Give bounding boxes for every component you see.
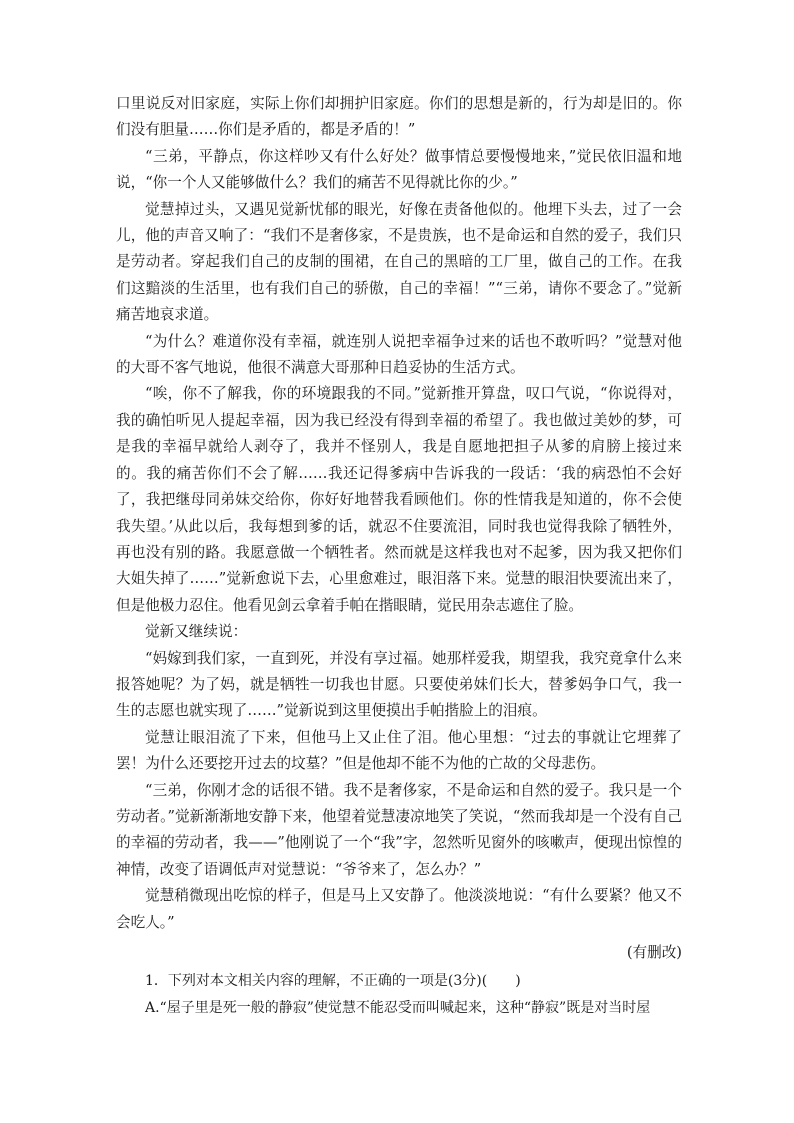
paragraph-3: 觉慧掉过头，又遇见觉新忧郁的眼光，好像在责备他似的。他埋下头去，过了一会儿，他的声音又响了：“我们不是奢侈家，不是贵族，也不是命运和自然的爱子，我们只是劳动者。穿起我们自己的皮制的围裙，在自己的黑暗的工厂里，做自己的工作。在我们这黯淡的生活里，也有我们自己的骄傲，自己的幸福！”“三弟，请你不要念了。”觉新痛苦地哀求道。 <box>116 200 682 324</box>
paragraph-10: 觉慧稍微现出吃惊的样子，但是马上又安静了。他淡淡地说：“有什么要紧？他又不会吃人。” <box>116 887 682 931</box>
paragraph-9: “三弟，你刚才念的话很不错。我不是奢侈家，不是命运和自然的爱子。我只是一个劳动者。”觉新渐渐地安静下来，他望着觉慧凄凉地笑了笑说，“然而我却是一个没有自己的幸福的劳动者，我——”他刚说了一个“我”字，忽然听见窗外的咳嗽声，便现出惊惶的神情，改变了语调低声对觉慧说：“爷爷来了，怎么办？” <box>116 781 682 878</box>
paragraph-2: “三弟，平静点，你这样吵又有什么好处？做事情总要慢慢地来，”觉民依旧温和地说，“你一个人又能够做什么？我们的痛苦不见得就比你的少。” <box>116 147 682 192</box>
source-note: (有删改) <box>626 944 682 961</box>
question-1-stem: 1．下列对本文相关内容的理解，不正确的一项是(3分)( ) <box>145 973 521 990</box>
paragraph-8: 觉慧让眼泪流了下来，但他马上又止住了泪。他心里想：“过去的事就让它埋葬了罢！为什么还要挖开过去的坟墓？”但是他却不能不为他的亡故的父母悲伤。 <box>116 728 682 773</box>
paragraph-7: “妈嫁到我们家，一直到死，并没有享过福。她那样爱我，期望我，我究竟拿什么来报答她呢？为了妈，就是牺牲一切我也甘愿。只要使弟妹们长大，替爹妈争口气，我一生的志愿也就实现了……”觉新说到这里便摸出手帕揩脸上的泪痕。 <box>116 649 682 720</box>
paragraph-1: 口里说反对旧家庭，实际上你们却拥护旧家庭。你们的思想是新的，行为却是旧的。你们没有胆量……你们是矛盾的，都是矛盾的！” <box>116 95 682 139</box>
document-page <box>116 91 682 1021</box>
question-1-option-a: A.“屋子里是死一般的静寂”使觉慧不能忍受而叫喊起来，这种“静寂”既是对当时屋 <box>145 999 651 1016</box>
paragraph-4: “为什么？难道你没有幸福，就连别人说把幸福争过来的话也不敢听吗？”觉慧对他的大哥不客气地说，他很不满意大哥那种日趋妥协的生活方式。 <box>116 332 682 377</box>
paragraph-5: “唉，你不了解我，你的环境跟我的不同。”觉新推开算盘，叹口气说，“你说得对，我的确怕听见人提起幸福，因为我已经没有得到幸福的希望了。我也做过美妙的梦，可是我的幸福早就给人剥夺了，我并不怪别人，我是自愿地把担子从爹的肩膀上接过来的。我的痛苦你们不会了解……我还记得爹病中告诉我的一段话：‘我的病恐怕不会好了，我把继母同弟妹交给你，你好好地替我看顾他们。你的性情我是知道的，你不会使我失望。’从此以后，我每想到爹的话，就忍不住要流泪，同时我也觉得我除了牺牲外，再也没有别的路。我愿意做一个牺牲者。然而就是这样我也对不起爹，因为我又把你们大姐失掉了……”觉新愈说下去，心里愈难过，眼泪落下来。觉慧的眼泪快要流出来了，但是他极力忍住。他看见剑云拿着手帕在揩眼睛，觉民用杂志遮住了脸。 <box>116 385 682 614</box>
paragraph-6: 觉新又继续说： <box>145 623 248 641</box>
